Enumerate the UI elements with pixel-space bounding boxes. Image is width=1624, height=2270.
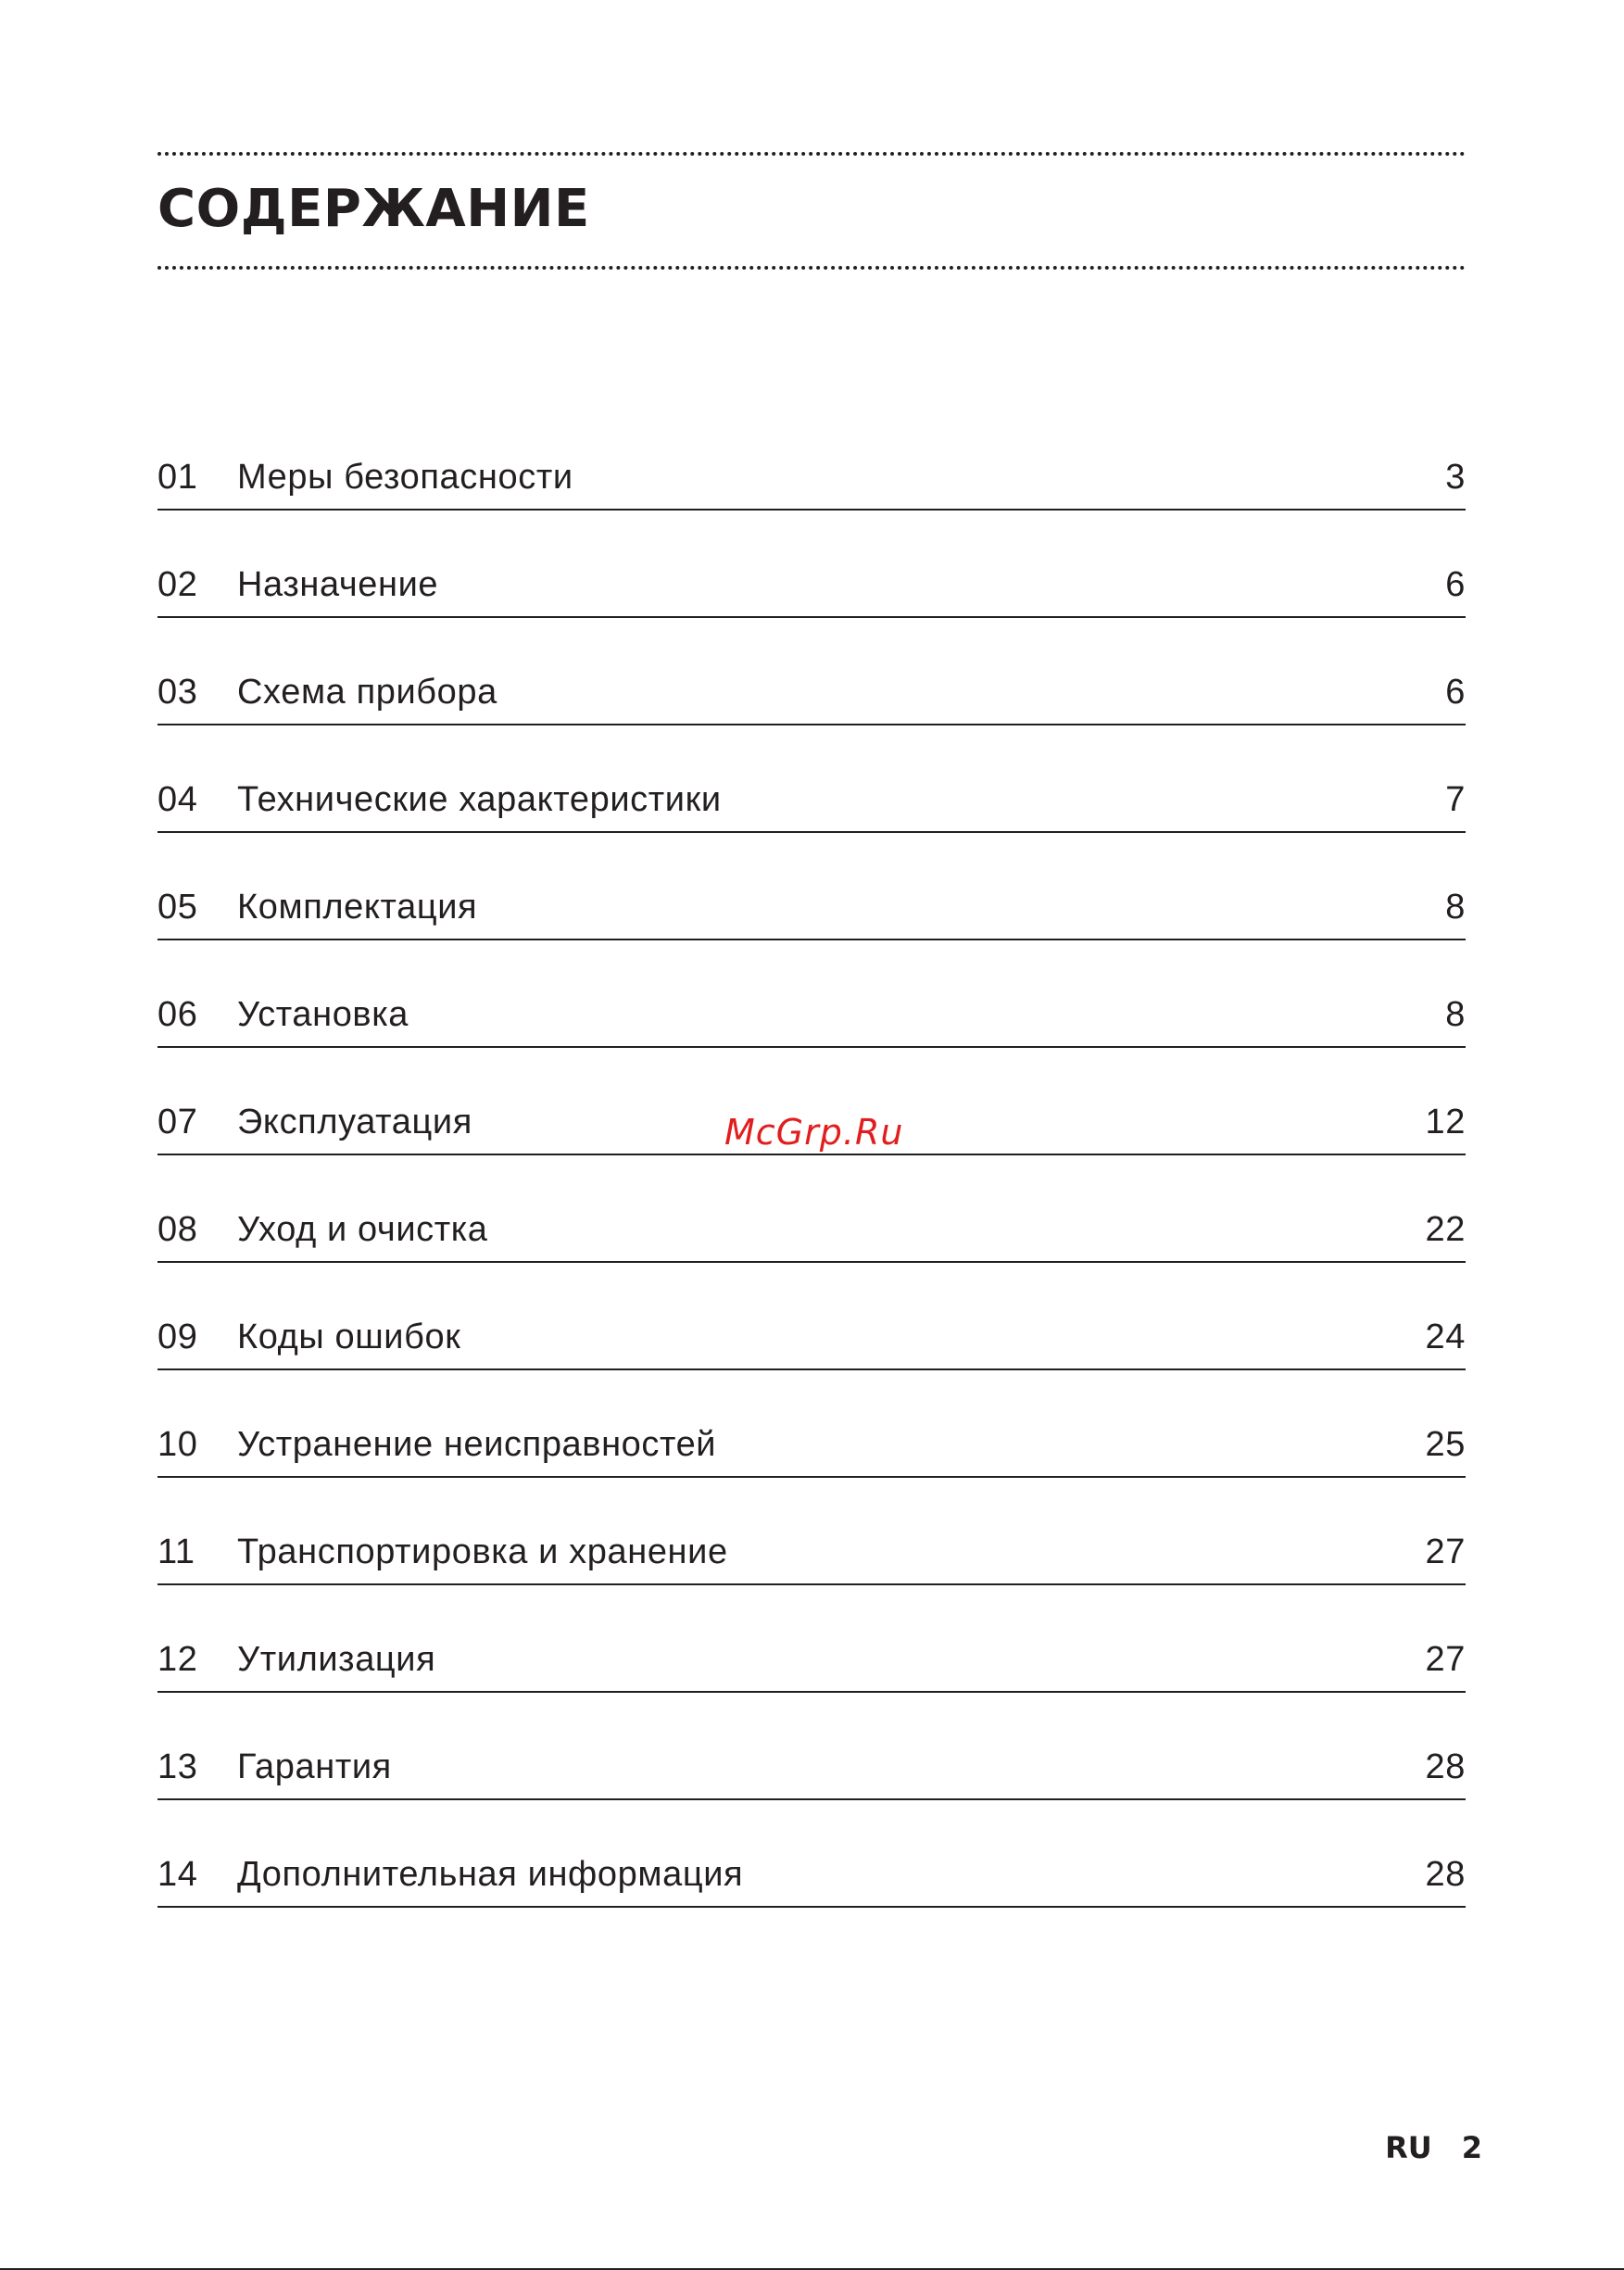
toc-entry-number: 12 bbox=[157, 1640, 198, 1679]
toc-entry[interactable] bbox=[157, 551, 1466, 659]
toc-entry-page: 28 bbox=[1425, 1747, 1466, 1786]
toc-entry-page: 12 bbox=[1425, 1103, 1466, 1141]
page-footer bbox=[1385, 2127, 1482, 2168]
toc-entry-divider bbox=[157, 1046, 1466, 1048]
toc-entry-divider bbox=[157, 724, 1466, 725]
toc-entry-number: 08 bbox=[157, 1210, 198, 1249]
toc-entry-title: Установка bbox=[237, 995, 409, 1034]
toc-entry-page: 27 bbox=[1425, 1640, 1466, 1679]
toc-entry-title: Утилизация bbox=[237, 1640, 436, 1679]
toc-entry-number: 06 bbox=[157, 995, 198, 1034]
toc-entry-number: 11 bbox=[157, 1532, 195, 1571]
toc-entry[interactable] bbox=[157, 1519, 1466, 1626]
toc-entry-page: 28 bbox=[1425, 1855, 1466, 1894]
toc-entry-divider bbox=[157, 939, 1466, 940]
toc-entry-number: 02 bbox=[157, 565, 198, 604]
toc-entry[interactable] bbox=[157, 1196, 1466, 1304]
toc-entry-divider bbox=[157, 1476, 1466, 1478]
page-title: СОДЕРЖАНИЕ bbox=[157, 179, 590, 239]
toc-entry-divider bbox=[157, 1154, 1466, 1155]
toc-entry-title: Коды ошибок bbox=[237, 1318, 461, 1356]
toc-entry-divider bbox=[157, 1798, 1466, 1800]
toc-entry-divider bbox=[157, 1261, 1466, 1263]
toc-entry-divider bbox=[157, 1583, 1466, 1585]
toc-entry[interactable] bbox=[157, 1734, 1466, 1841]
toc-entry[interactable] bbox=[157, 1626, 1466, 1734]
toc-entry-divider bbox=[157, 1906, 1466, 1908]
toc-entry-number: 04 bbox=[157, 780, 198, 819]
title-top-dotted-rule bbox=[157, 152, 1466, 156]
toc-entry-number: 14 bbox=[157, 1855, 198, 1894]
toc-entry-page: 7 bbox=[1445, 780, 1466, 819]
toc-entry-number: 13 bbox=[157, 1747, 198, 1786]
toc-entry[interactable] bbox=[157, 766, 1466, 874]
toc-entry-number: 10 bbox=[157, 1425, 198, 1464]
toc-entry-number: 03 bbox=[157, 673, 198, 712]
toc-entry[interactable] bbox=[157, 1411, 1466, 1519]
toc-entry-page: 27 bbox=[1425, 1532, 1466, 1571]
toc-entry-number: 05 bbox=[157, 888, 198, 927]
toc-entry[interactable] bbox=[157, 981, 1466, 1089]
toc-entry-title: Схема прибора bbox=[237, 673, 497, 712]
toc-entry-divider bbox=[157, 831, 1466, 833]
toc-entry-page: 24 bbox=[1425, 1318, 1466, 1356]
toc-entry-number: 01 bbox=[157, 458, 198, 497]
toc-entry-title: Транспортировка и хранение bbox=[237, 1532, 728, 1571]
toc-entry-title: Уход и очистка bbox=[237, 1210, 488, 1249]
toc-entry-page: 22 bbox=[1425, 1210, 1466, 1249]
footer-language: RU bbox=[1385, 2130, 1432, 2165]
toc-entry-title: Назначение bbox=[237, 565, 439, 604]
toc-entry[interactable] bbox=[157, 444, 1466, 551]
toc-entry-divider bbox=[157, 616, 1466, 618]
footer-page-number: 2 bbox=[1461, 2130, 1482, 2165]
toc-entry-title: Меры безопасности bbox=[237, 458, 573, 497]
toc-entry-page: 3 bbox=[1445, 458, 1466, 497]
toc-entry-page: 25 bbox=[1425, 1425, 1466, 1464]
toc-entry-page: 8 bbox=[1445, 995, 1466, 1034]
table-of-contents bbox=[157, 444, 1466, 1948]
toc-entry-page: 6 bbox=[1445, 565, 1466, 604]
toc-entry-title: Гарантия bbox=[237, 1747, 392, 1786]
toc-entry-title: Эксплуатация bbox=[237, 1103, 472, 1141]
toc-entry[interactable] bbox=[157, 874, 1466, 981]
toc-entry[interactable] bbox=[157, 1304, 1466, 1411]
toc-entry-page: 8 bbox=[1445, 888, 1466, 927]
toc-entry-title: Устранение неисправностей bbox=[237, 1425, 717, 1464]
title-bottom-dotted-rule bbox=[157, 266, 1466, 270]
toc-entry-divider bbox=[157, 1368, 1466, 1370]
watermark: McGrp.Ru bbox=[724, 1112, 904, 1153]
toc-entry-number: 09 bbox=[157, 1318, 198, 1356]
toc-entry-title: Технические характеристики bbox=[237, 780, 722, 819]
toc-entry[interactable] bbox=[157, 659, 1466, 766]
toc-entry-title: Комплектация bbox=[237, 888, 478, 927]
toc-entry[interactable] bbox=[157, 1841, 1466, 1948]
toc-entry-number: 07 bbox=[157, 1103, 198, 1141]
toc-entry-title: Дополнительная информация bbox=[237, 1855, 744, 1894]
toc-entry-divider bbox=[157, 1691, 1466, 1693]
toc-entry-page: 6 bbox=[1445, 673, 1466, 712]
toc-entry-divider bbox=[157, 509, 1466, 511]
